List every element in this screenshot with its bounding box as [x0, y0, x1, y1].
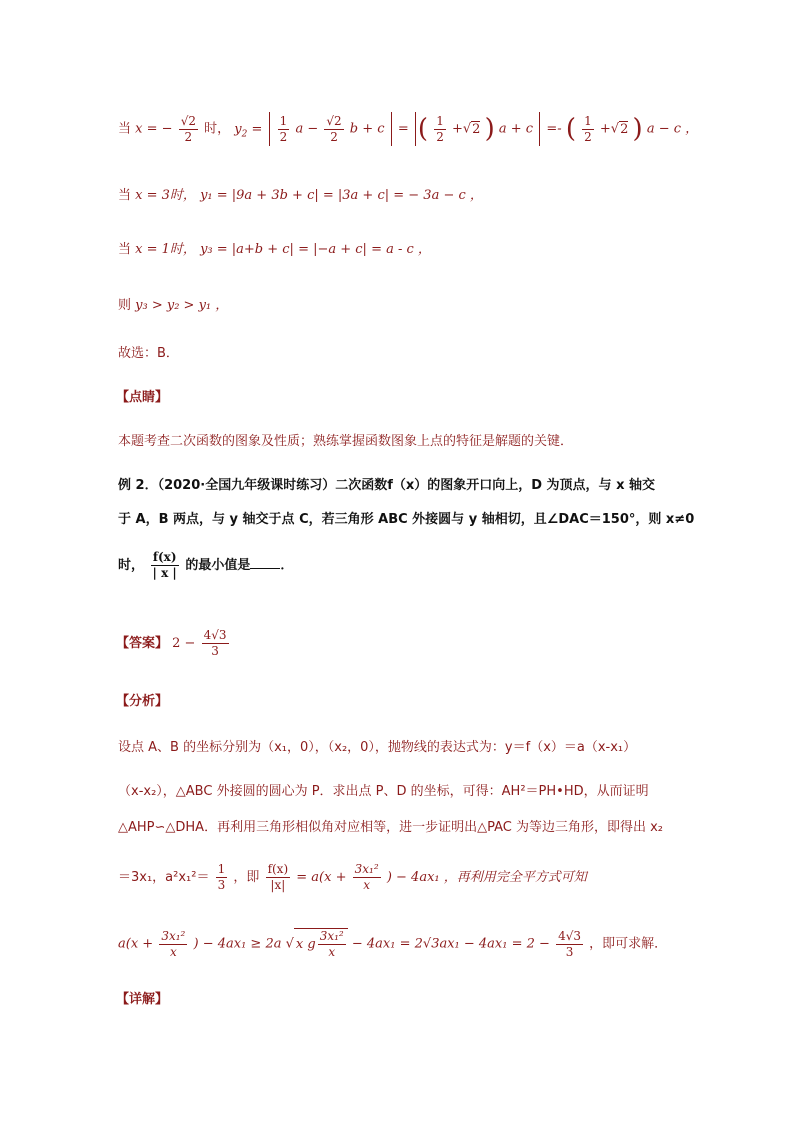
- analysis-line5: a(x + $\frac{\text{3x₁²}}{x}$ ) − 4ax₁ ≥ 2a √ x g $\frac{\text{3x₁²}}{x}$ − 4ax₁ = 2√3ax₁ − 4ax₁ = 2 − $\frac{4√3}{3}$ ，即可求解．: [118, 928, 668, 959]
- step-y3: 当 x = 1时， y₃ = |a+b + c| = |−a + c| = a - c ，: [118, 242, 431, 257]
- detail-tag: 【详解】: [116, 992, 169, 1007]
- example-line3: 时， $\frac{f(x)}{| x |}$ 的最小值是 ．: [118, 550, 294, 580]
- answer-tag: 【答案】: [116, 636, 169, 651]
- example-line1: 例 2．（2020·全国九年级课时练习）二次函数f（x）的图象开口向上，D 为顶点，与 x 轴交: [118, 478, 655, 493]
- analysis-tag: 【分析】: [116, 694, 169, 709]
- choice-text: 故选：B．: [118, 346, 179, 361]
- fx-over-absx: $\frac{f(x)}{| x |}$: [152, 550, 177, 580]
- analysis-line3: △AHP∽△DHA．再利用三角形相似角对应相等，进一步证明出△PAC 为等边三角形，即得出 x₂: [118, 820, 663, 835]
- step-y2: 当 x = − $\frac{√2}{2}$ 时， $y_2$ = $\frac{1}{2}$ a − $\frac{√2}{2}$ b + c = ( $\frac{1}{2}$ +√2 ) a + c =- ( $\frac{1}{2}$ +√2 ) a − c ，: [118, 113, 699, 144]
- dianjing-text: 本题考查二次函数的图象及性质；熟练掌握函数图象上点的特征是解题的关键．: [118, 434, 574, 449]
- dianjing-tag: 【点睛】: [116, 390, 169, 405]
- analysis-line4: ＝3x₁，a²x₁²＝ $\frac{1}{3}$ ，即 $\frac{f(x)}{|x|}$ = a(x + $\frac{\text{3x₁²}}{x}$ ) − 4ax₁ ，再利用完全平方式可知: [118, 862, 587, 892]
- answer-blank: [250, 568, 280, 569]
- analysis-line2: （x-x₂），△ABC 外接圆的圆心为 P．求出点 P、D 的坐标，可得：AH²＝PH•HD，从而证明: [118, 784, 649, 799]
- example-line2: 于 A，B 两点，与 y 轴交于点 C，若三角形 ABC 外接圆与 y 轴相切，且∠DAC＝150°，则 x≠0: [118, 512, 695, 527]
- analysis-line1: 设点 A、B 的坐标分别为（x₁，0），（x₂，0），抛物线的表达式为：y＝f（x）＝a（x-x₁）: [118, 740, 637, 755]
- frac-root2-over-2: $\frac{√2}{2}$: [180, 113, 196, 144]
- answer-line: 【答案】 2 − $\frac{4√3}{3}$: [116, 628, 227, 658]
- step1-prefix: 当: [118, 121, 132, 137]
- step-compare: 则 y₃ > y₂ > y₁ ，: [118, 298, 229, 313]
- step-y1: 当 x = 3时， y₁ = |9a + 3b + c| = |3a + c| = − 3a − c ，: [118, 188, 483, 203]
